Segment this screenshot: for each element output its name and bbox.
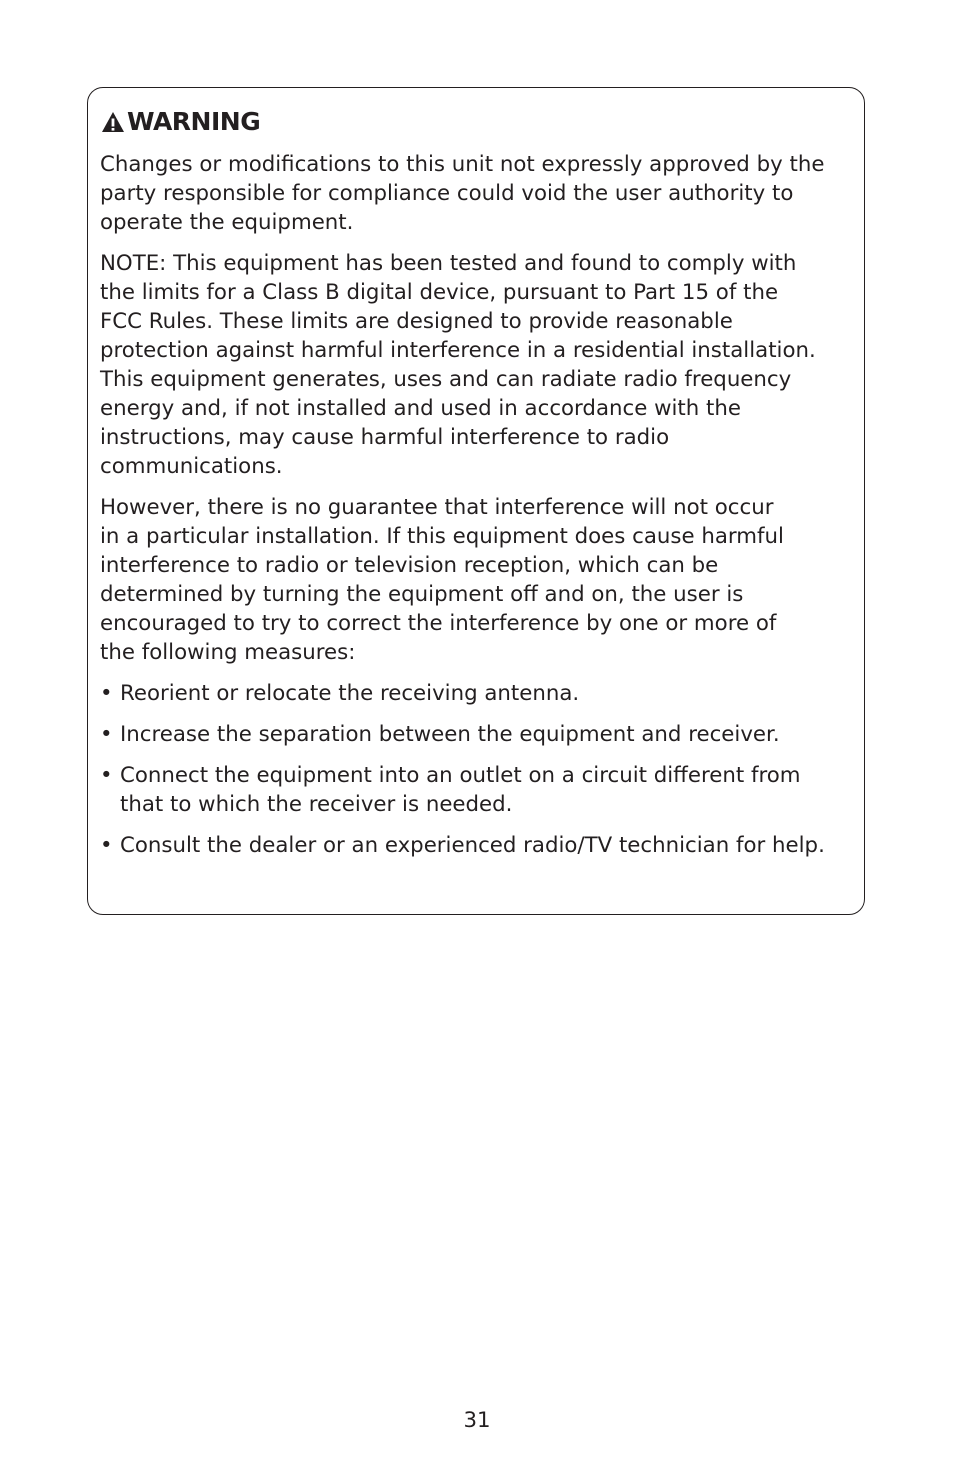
text-line: instructions, may cause harmful interference to radio bbox=[100, 425, 670, 450]
text-line: Reorient or relocate the receiving antenna. bbox=[120, 681, 580, 706]
bullet-symbol: • bbox=[100, 833, 113, 858]
text-line: However, there is no guarantee that interference will not occur bbox=[100, 495, 774, 520]
text-line: energy and, if not installed and used in accordance with the bbox=[100, 396, 741, 421]
warning-triangle-icon bbox=[101, 111, 125, 133]
text-line: FCC Rules. These limits are designed to provide reasonable bbox=[100, 309, 733, 334]
paragraph-fcc-note bbox=[100, 249, 850, 481]
paragraph-compliance bbox=[100, 150, 850, 237]
text-line: encouraged to try to correct the interference by one or more of bbox=[100, 611, 777, 636]
text-line: Consult the dealer or an experienced radio/TV technician for help. bbox=[120, 833, 825, 858]
text-line: determined by turning the equipment off and on, the user is bbox=[100, 582, 744, 607]
text-line: in a particular installation. If this equipment does cause harmful bbox=[100, 524, 784, 549]
text-line: interference to radio or television reception, which can be bbox=[100, 553, 719, 578]
text-line: Changes or modifications to this unit not expressly approved by the bbox=[100, 152, 825, 177]
bullet-symbol: • bbox=[100, 763, 113, 788]
list-item bbox=[100, 831, 850, 860]
text-line: NOTE: This equipment has been tested and found to comply with bbox=[100, 251, 797, 276]
text-line: protection against harmful interference in a residential installation. bbox=[100, 338, 816, 363]
page-number: 31 bbox=[463, 1408, 491, 1433]
warning-heading bbox=[101, 106, 260, 138]
measures-list bbox=[100, 679, 850, 860]
text-line: This equipment generates, uses and can radiate radio frequency bbox=[100, 367, 792, 392]
text-line: the following measures: bbox=[100, 640, 356, 665]
text-line: Increase the separation between the equipment and receiver. bbox=[120, 722, 780, 747]
text-line: communications. bbox=[100, 454, 283, 479]
bullet-symbol: • bbox=[100, 722, 113, 747]
text-line: Connect the equipment into an outlet on a circuit different from bbox=[120, 763, 801, 788]
list-item bbox=[100, 761, 850, 819]
text-line: the limits for a Class B digital device, pursuant to Part 15 of the bbox=[100, 280, 779, 305]
text-line: operate the equipment. bbox=[100, 210, 354, 235]
list-item bbox=[100, 679, 850, 708]
list-item bbox=[100, 720, 850, 749]
warning-body bbox=[100, 150, 850, 872]
bullet-symbol: • bbox=[100, 681, 113, 706]
paragraph-no-guarantee bbox=[100, 493, 850, 667]
text-line: party responsible for compliance could void the user authority to bbox=[100, 181, 794, 206]
text-line: that to which the receiver is needed. bbox=[120, 792, 513, 817]
warning-title: WARNING bbox=[127, 107, 261, 136]
